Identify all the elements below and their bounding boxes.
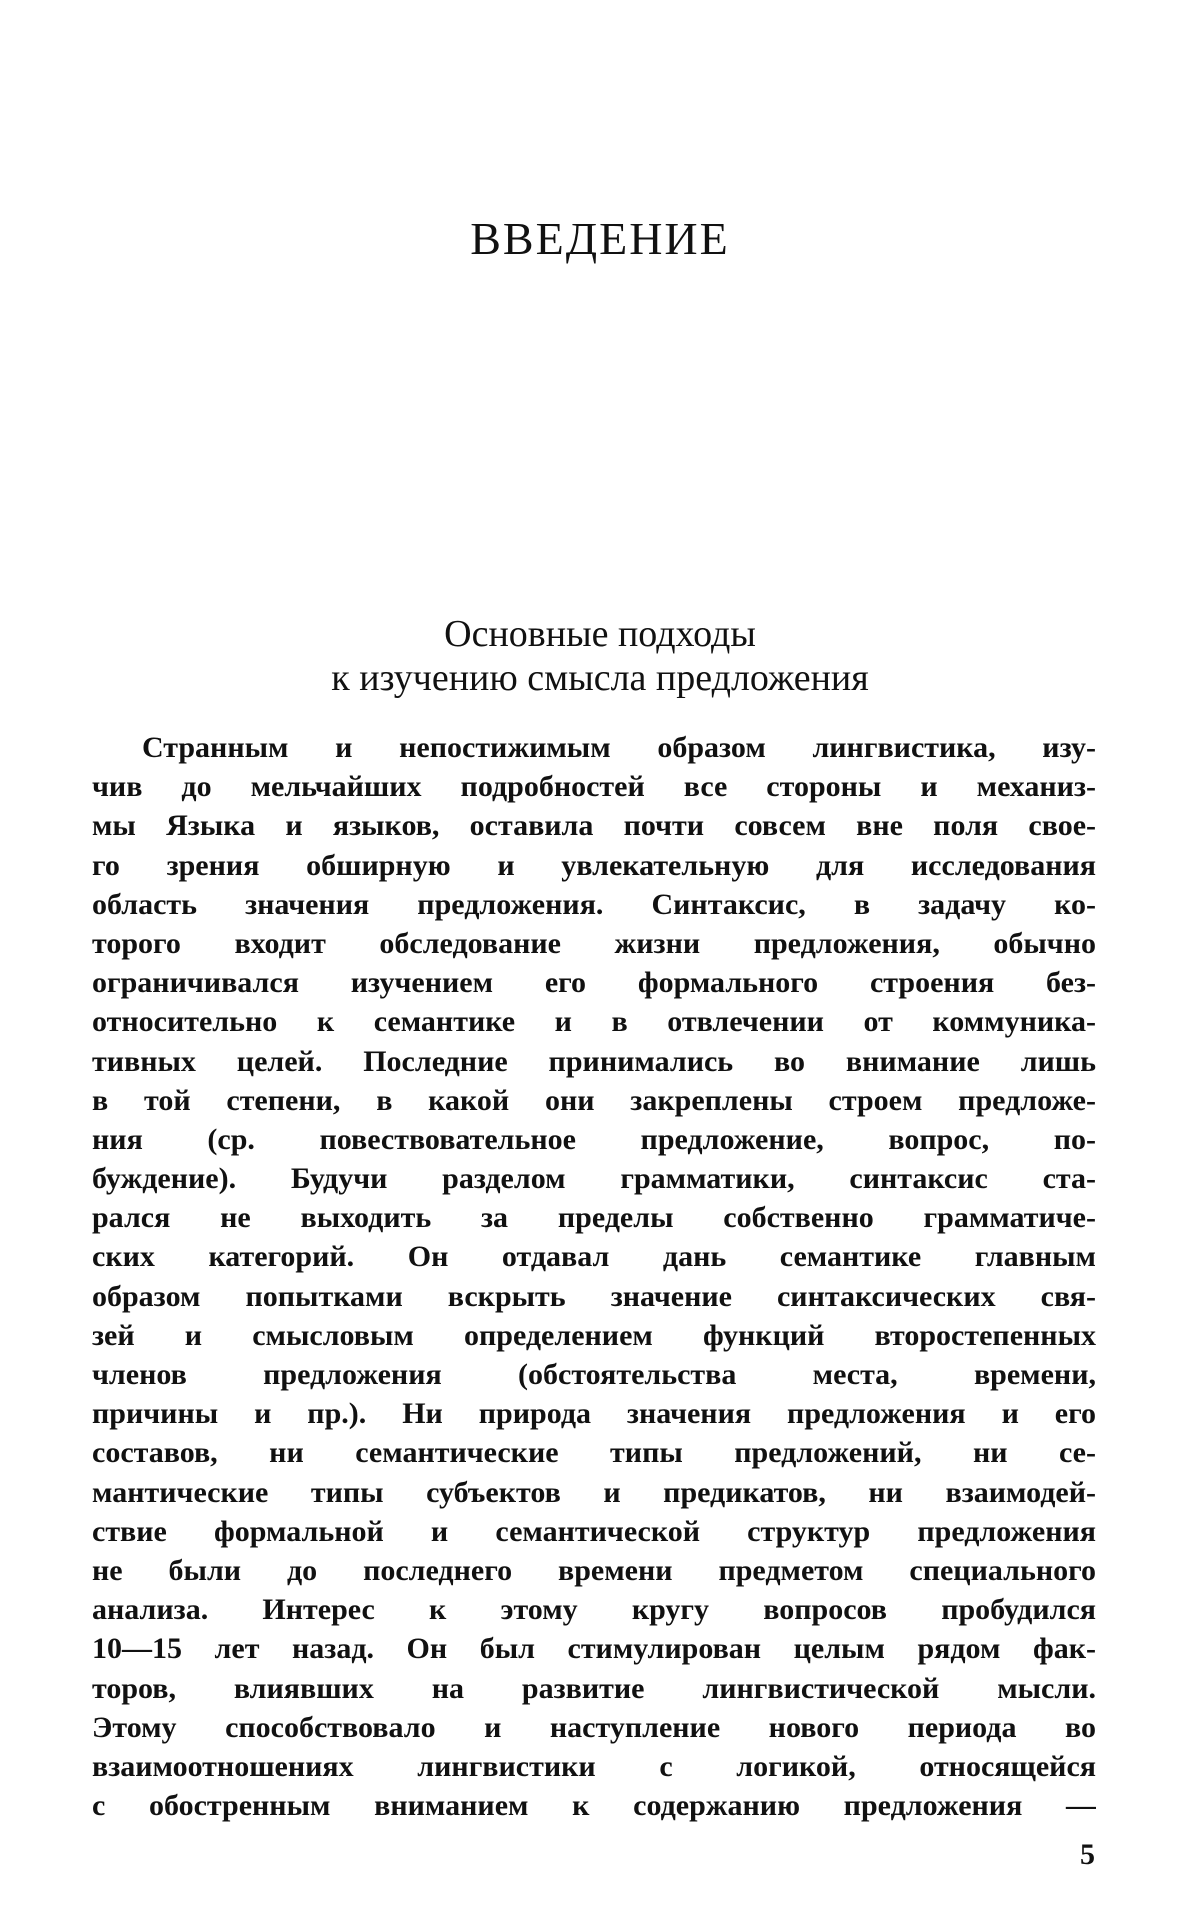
text-line: область значения предложения. Синтаксис, в задачу ко-: [92, 887, 1096, 921]
text-line: анализа. Интерес к этому кругу вопросов пробудился: [92, 1593, 1096, 1627]
text-line: 10—15 лет назад. Он был стимулирован целым рядом фак-: [92, 1632, 1096, 1666]
text-line: тивных целей. Последние принимались во внимание лишь: [92, 1044, 1096, 1078]
text-line: с обостренным вниманием к содержанию предложения —: [92, 1789, 1096, 1823]
body-paragraph: [92, 728, 1096, 1825]
text-line: не были до последнего времени предметом специального: [92, 1553, 1096, 1587]
text-line: торого входит обследование жизни предложения, обычно: [92, 926, 1096, 960]
text-line: ограничивался изучением его формального строения без-: [92, 966, 1096, 1000]
text-line: ния (ср. повествовательное предложение, вопрос, по-: [92, 1122, 1096, 1156]
chapter-title: ВВЕДЕНИЕ: [470, 213, 730, 264]
text-line: членов предложения (обстоятельства места, времени,: [92, 1358, 1096, 1391]
text-line: чив до мельчайших подробностей все стороны и механиз-: [92, 770, 1096, 804]
text-line: относительно к семантике и в отвлечении от коммуника-: [92, 1005, 1096, 1039]
text-line: зей и смысловым определением функций второстепенных: [92, 1318, 1096, 1352]
text-line: ских категорий. Он отдавал дань семантике главным: [92, 1240, 1096, 1274]
section-title-line-1: Основные подходы: [444, 613, 756, 655]
text-line: взаимоотношениях лингвистики с логикой, относящейся: [92, 1749, 1096, 1783]
text-line: торов, влиявших на развитие лингвистической мысли.: [92, 1671, 1096, 1705]
text-line: мантические типы субъектов и предикатов, ни взаимодей-: [92, 1475, 1096, 1509]
text-line: Странным и непостижимым образом лингвистика, изу-: [142, 731, 1096, 764]
text-line: составов, ни семантические типы предложений, ни се-: [92, 1436, 1096, 1470]
text-line: образом попытками вскрыть значение синтаксических свя-: [92, 1279, 1096, 1313]
section-title-line-2: к изучению смысла предложения: [331, 657, 869, 699]
page-number: 5: [1080, 1838, 1095, 1871]
text-line: ствие формальной и семантической структур предложения: [92, 1514, 1096, 1548]
text-line: Этому способствовало и наступление нового периода во: [92, 1710, 1096, 1744]
text-line: в той степени, в какой они закреплены строем предложе-: [92, 1083, 1096, 1117]
text-line: рался не выходить за пределы собственно грамматиче-: [92, 1201, 1096, 1235]
text-line: го зрения обширную и увлекательную для исследования: [92, 848, 1096, 882]
text-line: буждение). Будучи разделом грамматики, синтаксис ста-: [92, 1162, 1096, 1196]
text-line: мы Языка и языков, оставила почти совсем вне поля свое-: [92, 809, 1096, 843]
section-title: [100, 612, 1100, 700]
text-line: причины и пр.). Ни природа значения предложения и его: [92, 1397, 1096, 1431]
